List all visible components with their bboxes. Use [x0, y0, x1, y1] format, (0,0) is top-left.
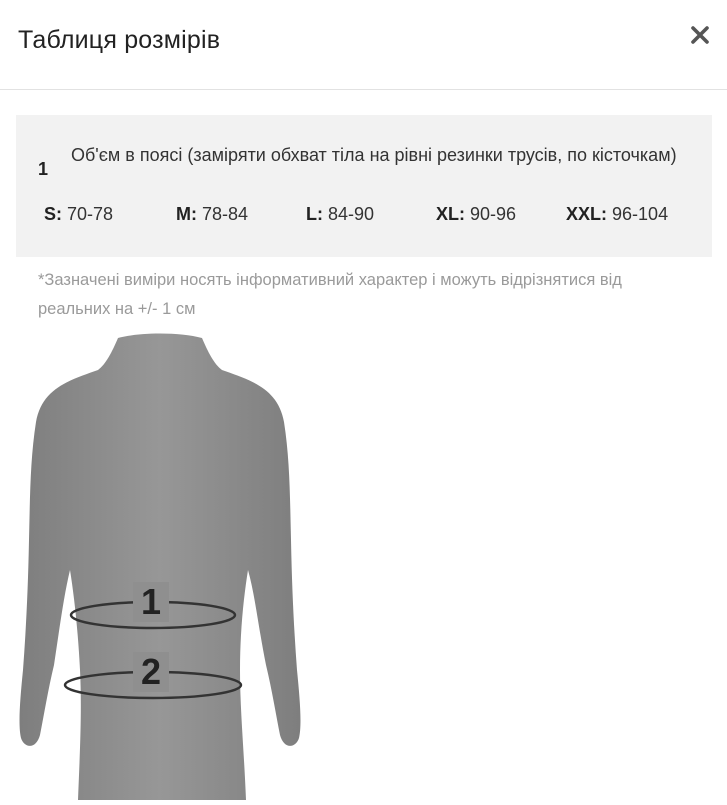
modal-header: [0, 0, 727, 90]
size-range: 90-96: [470, 204, 517, 224]
size-range: 84-90: [328, 204, 375, 224]
modal-title: Таблиця розмірів: [18, 26, 221, 54]
size-label: S:: [44, 204, 62, 224]
size-item-xl: [436, 204, 516, 225]
size-range: 70-78: [67, 204, 114, 224]
size-range: 96-104: [612, 204, 669, 224]
close-icon[interactable]: [687, 22, 713, 48]
body-figure-illustration: [0, 330, 320, 800]
measurement-description: Об'єм в поясі (заміряти обхват тіла на рівні резинки трусів, по кісточкам): [71, 145, 677, 165]
body-silhouette: [20, 334, 301, 801]
size-item-xxl: [566, 204, 668, 225]
measurement-info-box: [16, 115, 712, 257]
size-item-m: [176, 204, 248, 225]
measurement-number: 1: [38, 159, 49, 179]
size-label: L:: [306, 204, 323, 224]
size-item-s: [44, 204, 113, 225]
marker-2: 2: [140, 651, 162, 692]
size-label: XL:: [436, 204, 465, 224]
size-label: M:: [176, 204, 197, 224]
size-label: XXL:: [566, 204, 608, 224]
measurement-note: *Зазначені виміри носять інформативний характер і можуть відрізнятися від реальних на +/- 1 см: [38, 271, 622, 318]
size-list: [44, 204, 704, 230]
marker-1: 1: [140, 581, 162, 622]
size-range: 78-84: [202, 204, 249, 224]
size-item-l: [306, 204, 374, 225]
